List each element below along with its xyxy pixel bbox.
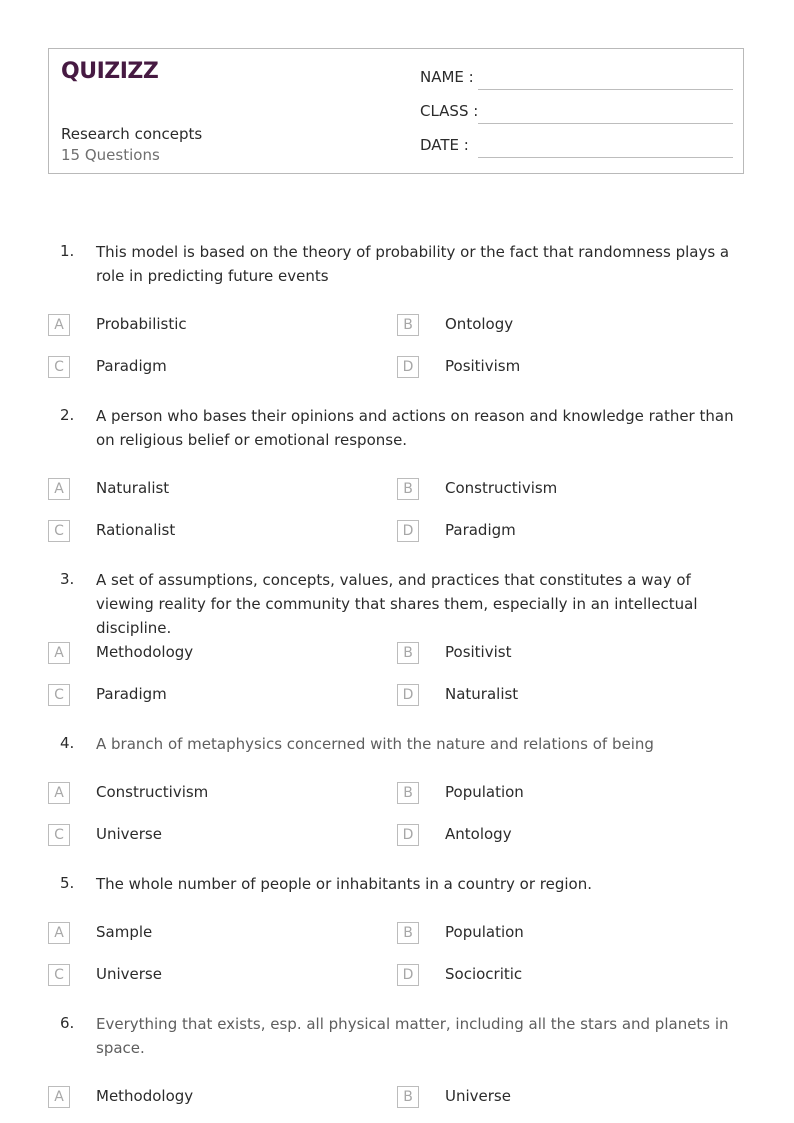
option-letter: A [48, 642, 70, 664]
option-text: Methodology [96, 1087, 194, 1105]
date-field[interactable] [478, 157, 733, 158]
option-text: Paradigm [96, 357, 167, 375]
question-text: A branch of metaphysics concerned with the nature and relations of being [96, 735, 654, 753]
question-number: 3. [60, 570, 75, 588]
date-label: DATE : [420, 136, 469, 154]
option-text: Rationalist [96, 521, 176, 539]
option-text: Constructivism [445, 479, 558, 497]
option-letter: C [48, 520, 70, 542]
question-number: 1. [60, 242, 75, 260]
option-letter: B [397, 478, 419, 500]
option-text: Universe [96, 965, 162, 983]
option-letter: D [397, 356, 419, 378]
option-letter: B [397, 922, 419, 944]
option-text: Sample [96, 923, 153, 941]
option-letter: D [397, 824, 419, 846]
option-text: Universe [445, 1087, 511, 1105]
worksheet-title: Research concepts [61, 125, 203, 143]
name-field[interactable] [478, 89, 733, 90]
option-text: Paradigm [445, 521, 516, 539]
option-letter: B [397, 1086, 419, 1108]
option-letter: A [48, 314, 70, 336]
option-text: Methodology [96, 643, 194, 661]
question-text: A set of assumptions, concepts, values, and practices that constitutes a way of viewing reality for the community that shares them, especially in an intellectual discipline. [96, 571, 698, 637]
option-letter: C [48, 964, 70, 986]
option-text: Naturalist [445, 685, 519, 703]
worksheet-header [48, 48, 744, 174]
name-label: NAME : [420, 68, 474, 86]
option-text: Naturalist [96, 479, 170, 497]
option-letter: C [48, 684, 70, 706]
option-text: Sociocritic [445, 965, 523, 983]
question-number: 6. [60, 1014, 75, 1032]
option-letter: B [397, 642, 419, 664]
class-field[interactable] [478, 123, 733, 124]
question-number: 2. [60, 406, 75, 424]
option-text: Positivism [445, 357, 521, 375]
question-text: A person who bases their opinions and actions on reason and knowledge rather than on religious belief or emotional response. [96, 407, 734, 449]
option-letter: B [397, 782, 419, 804]
option-letter: A [48, 1086, 70, 1108]
option-letter: C [48, 824, 70, 846]
option-letter: C [48, 356, 70, 378]
option-text: Universe [96, 825, 162, 843]
option-letter: D [397, 520, 419, 542]
question-number: 4. [60, 734, 75, 752]
question-number: 5. [60, 874, 75, 892]
option-text: Paradigm [96, 685, 167, 703]
option-text: Ontology [445, 315, 514, 333]
option-text: Population [445, 923, 524, 941]
option-text: Constructivism [96, 783, 209, 801]
option-letter: B [397, 314, 419, 336]
option-letter: A [48, 478, 70, 500]
option-letter: D [397, 964, 419, 986]
option-text: Probabilistic [96, 315, 187, 333]
question-text: This model is based on the theory of probability or the fact that randomness plays a role in predicting future events [96, 243, 730, 285]
question-text: The whole number of people or inhabitants in a country or region. [96, 875, 593, 893]
option-text: Antology [445, 825, 512, 843]
question-text: Everything that exists, esp. all physical matter, including all the stars and planets in space. [96, 1015, 729, 1057]
option-text: Positivist [445, 643, 512, 661]
option-text: Population [445, 783, 524, 801]
question-count: 15 Questions [61, 146, 160, 164]
quizizz-logo: QUIZIZZ [61, 59, 159, 84]
class-label: CLASS : [420, 102, 479, 120]
option-letter: A [48, 782, 70, 804]
option-letter: A [48, 922, 70, 944]
option-letter: D [397, 684, 419, 706]
